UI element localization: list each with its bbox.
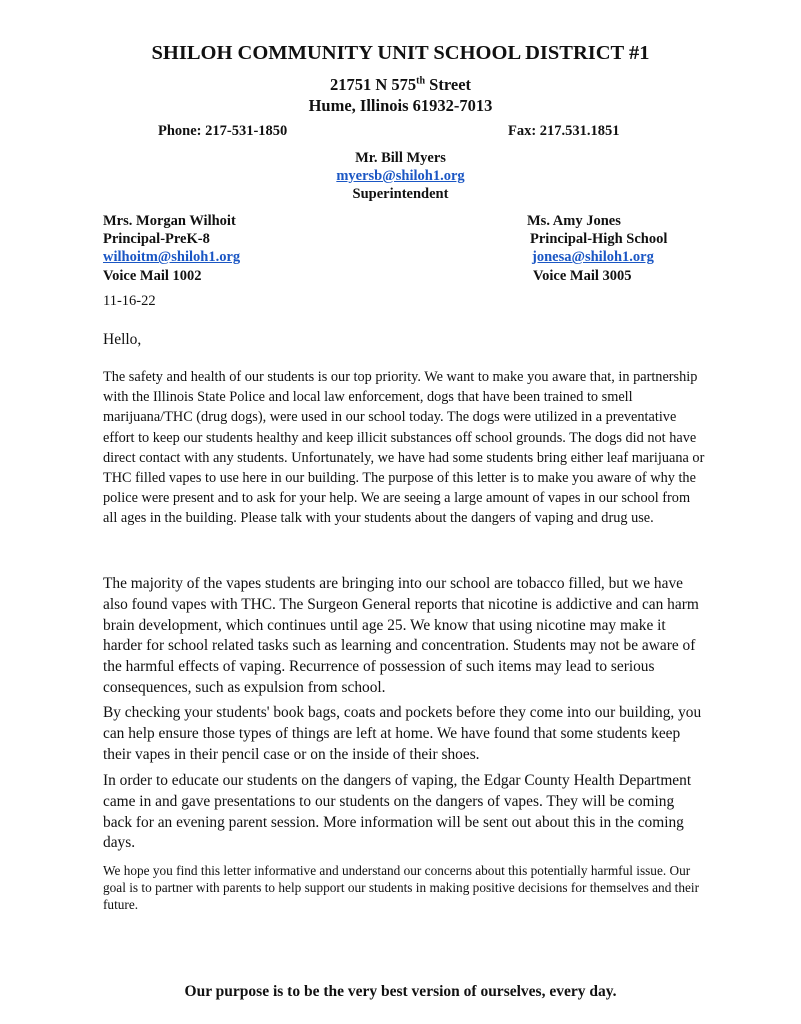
letter-paragraph: In order to educate our students on the dangers of vaping, the Edgar County Health Department came in and gave presentations to our students on the dangers of vapes. They will be coming back for an evening parent session. More information will be sent out about this in the coming days. bbox=[103, 772, 692, 852]
principal-left-title: Principal-PreK-8 bbox=[103, 231, 210, 247]
superintendent-email-link[interactable]: myersb@shiloh1.org bbox=[336, 168, 465, 184]
principal-left-email-link[interactable]: wilhoitm@shiloh1.org bbox=[103, 249, 241, 265]
street-suffix: th bbox=[416, 75, 426, 87]
letter-paragraph: By checking your students' book bags, coats and pockets before they come into our building, you can help ensure those types of things are left at home. We have found that some students keep their vapes in their pencil case or on the inside of their shoes. bbox=[103, 704, 702, 763]
principal-right-voicemail: Voice Mail 3005 bbox=[533, 268, 632, 284]
letter-date: 11-16-22 bbox=[103, 293, 156, 309]
letter-paragraph: The safety and health of our students is our top priority. We want to make you aware that, in partnership with the Illinois State Police and local law enforcement, dogs that have been trained to smell marijuana/THC (drug dogs), were used in our school today. The dogs were utilized in a preventative effort to keep our students healthy and keep illicit substances off school grounds. The dogs did not have direct contact with any students. Unfortunately, we have had some students bring either leaf marijuana or THC filled vapes to use here in our building. The purpose of this letter is to make you aware of why the police were present and to ask for your help. We are seeing a large amount of vapes in our school from all ages in the building. Please talk with your students about the dangers of vaping and drug use. bbox=[103, 369, 705, 527]
superintendent-email bbox=[0, 168, 801, 185]
street-number: 21751 N 575 bbox=[329, 75, 417, 94]
footer-motto: Our purpose is to be the very best version of ourselves, every day. bbox=[184, 983, 617, 1000]
phone-number: Phone: 217-531-1850 bbox=[158, 123, 288, 139]
principal-right-title: Principal-High School bbox=[530, 231, 668, 247]
street-address bbox=[0, 75, 801, 95]
superintendent-name: Mr. Bill Myers bbox=[355, 150, 446, 166]
principal-right-email bbox=[532, 249, 654, 266]
letter-greeting: Hello, bbox=[103, 331, 142, 348]
city-line: Hume, Illinois 61932-7013 bbox=[308, 96, 493, 115]
principal-left-name: Mrs. Morgan Wilhoit bbox=[103, 213, 236, 229]
letter-paragraph: We hope you find this letter informative and understand our concerns about this potentially harmful issue. Our goal is to partner with parents to help support our students in making positive decisions for themselves and their future. bbox=[103, 863, 700, 912]
superintendent-title: Superintendent bbox=[352, 186, 449, 202]
letter-paragraph: The majority of the vapes students are bringing into our school are tobacco filled, but we have also found vapes with THC. The Surgeon General reports that nicotine is addictive and can harm brain development, which continues until age 25. We know that using nicotine may make it harder for school related tasks such as learning and concentration. Students may not be aware of the harmful effects of vaping. Recurrence of possession of such items may lead to serious consequences, such as expulsion from school. bbox=[103, 575, 699, 696]
principal-right-email-link[interactable]: jonesa@shiloh1.org bbox=[532, 249, 654, 265]
principal-left-email bbox=[103, 249, 240, 266]
principal-left-voicemail: Voice Mail 1002 bbox=[103, 268, 202, 284]
fax-number: Fax: 217.531.1851 bbox=[508, 123, 620, 139]
principal-right-name: Ms. Amy Jones bbox=[527, 213, 621, 229]
street-name: Street bbox=[425, 75, 472, 94]
district-name: SHILOH COMMUNITY UNIT SCHOOL DISTRICT #1 bbox=[151, 42, 650, 64]
